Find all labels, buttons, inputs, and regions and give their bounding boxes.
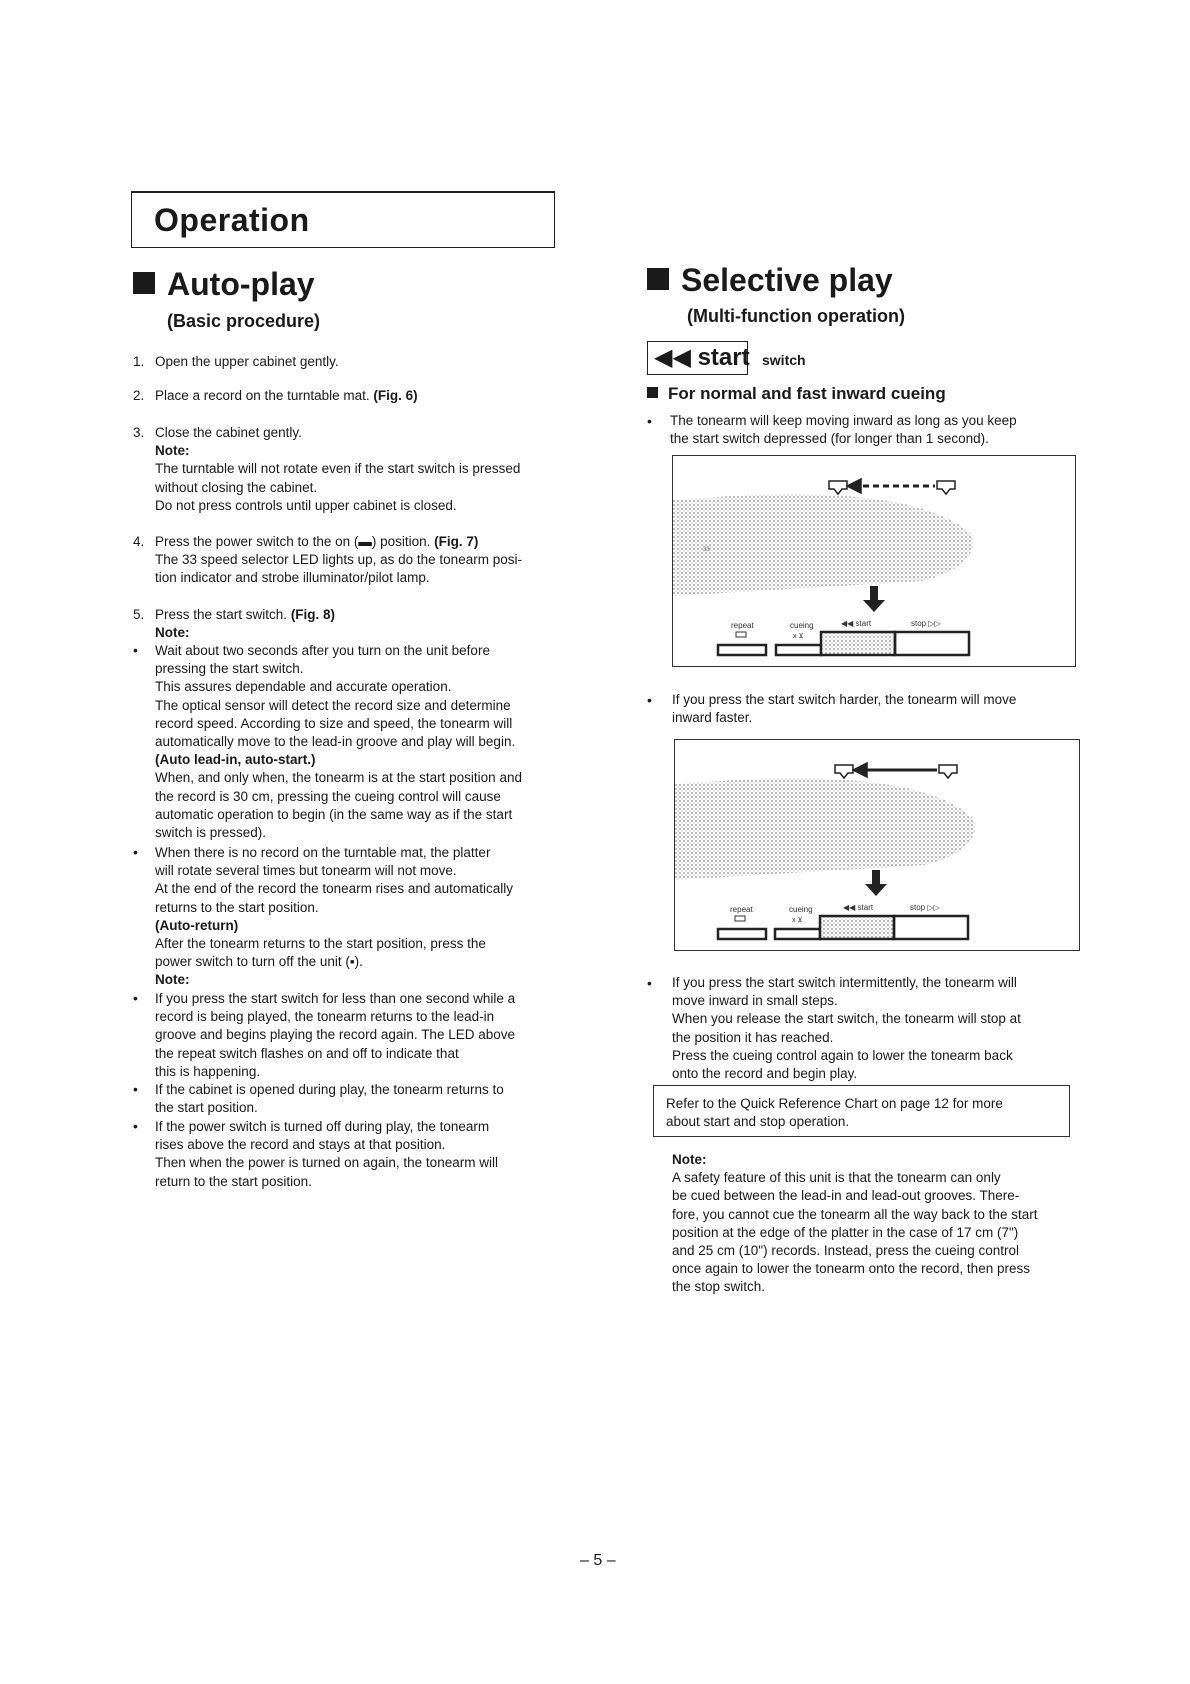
selective-play-subheading: (Multi-function operation): [687, 306, 905, 326]
bullet-dot-icon: •: [133, 1118, 138, 1134]
repeat-label: repeat: [730, 905, 753, 914]
step-number: 4.: [133, 534, 145, 549]
step-number: 2.: [133, 388, 145, 403]
cueing-paragraph: If you press the start switch intermittently, the tonearm will move inward in small steps. When you release the start switch, the tonearm will stop at the position it has reached. Press the cueing control again to lower the tonearm back onto the record and begin play.: [672, 975, 1021, 1082]
cueing-button-shape: [776, 645, 821, 655]
record-platter: [675, 778, 975, 880]
note-paragraph: If the cabinet is opened during play, the tonearm returns to the start position.: [155, 1082, 504, 1116]
svg-text:x ⊻: x ⊻: [792, 917, 803, 924]
stop-button-shape: [895, 632, 969, 655]
step-text: Open the upper cabinet gently.: [155, 354, 339, 369]
cueing-button-shape: [775, 929, 820, 939]
bullet-square-icon: [647, 387, 658, 398]
bullet-dot-icon: •: [647, 413, 652, 429]
page-number: – 5 –: [580, 1552, 616, 1569]
step-text: Place a record on the turntable mat. (Fig. 6): [155, 388, 418, 403]
start-switch-label: ◀◀ start: [654, 344, 750, 371]
stop-button-shape: [894, 916, 968, 939]
safety-note: Note: A safety feature of this unit is that the tonearm can only be cued between the lead-in and lead-out grooves. There- fore, you cannot cue the tonearm all the way back to the start position at the edge of the platter in the case of 17 cm (7") and 25 cm (10") records. Instead, press the cueing control once again to lower the tonearm onto the record, then press the stop switch.: [672, 1152, 1038, 1295]
step-number: 5.: [133, 607, 145, 622]
figure-ref: (Fig. 7): [434, 534, 479, 549]
step-text: Press the power switch to the on (▬) position. (Fig. 7) The 33 speed selector LED lights up, as do the tonearm posi- tion indicator and strobe illuminator/pilot lamp.: [155, 534, 522, 586]
svg-text:x ⊻: x ⊻: [793, 633, 804, 640]
bullet-dot-icon: •: [133, 990, 138, 1006]
section-title: Operation: [154, 202, 310, 238]
selective-play-heading: Selective play: [647, 262, 893, 299]
cueing-paragraph: If you press the start switch harder, the tonearm will move inward faster.: [672, 692, 1017, 726]
stop-label: stop ▷▷: [910, 903, 940, 912]
figure-ref: (Fig. 8): [290, 607, 336, 622]
start-label: ◀◀ start: [841, 619, 872, 628]
bullet-square-icon: [647, 268, 669, 290]
repeat-button-shape: [718, 929, 766, 939]
note-label: Note:: [672, 1152, 707, 1167]
start-button-pressed-shape: [821, 632, 895, 655]
start-label: ◀◀ start: [843, 903, 874, 912]
turntable-illustration: [675, 740, 1078, 949]
step-text: Press the start switch. (Fig. 8) Note:: [155, 607, 336, 641]
down-arrow-icon: [863, 586, 885, 612]
down-arrow-icon: [865, 870, 887, 896]
turntable-illustration: [673, 456, 1074, 665]
cueing-label: cueing: [790, 621, 814, 630]
step-number: 1.: [133, 354, 145, 369]
note-label: Note:: [155, 972, 190, 988]
note-paragraph: When there is no record on the turntable mat, the platter will rotate several times but tonearm will not move. At the end of the record the tonearm rises and automatically returns to the start position. (Auto-return) After the tonearm returns to the start position, press the power switch to turn off the unit (▪). Note:: [155, 845, 513, 988]
tonearm-arrow-dashed-icon: [829, 479, 955, 494]
auto-play-heading: Auto-play: [133, 266, 315, 303]
turntable-figure-normal-cueing: [672, 455, 1076, 667]
note-paragraph: Wait about two seconds after you turn on the unit before pressing the start switch. This assures dependable and accurate operation. The optical sensor will detect the record size and determine record speed. According to size and speed, the tonearm will automatically move to the lead-in groove and play will begin. (Auto lead-in, auto-start.) When, and only when, the tonearm is at the start position and the record is 30 cm, pressing the cueing control will cause automatic operation to begin (in the same way as if the start switch is pressed).: [155, 643, 522, 841]
bullet-square-icon: [133, 272, 155, 294]
cueing-heading: For normal and fast inward cueing: [647, 384, 946, 404]
figure-ref: (Fig. 6): [373, 388, 418, 403]
section-title-box: [131, 191, 555, 248]
switch-caption: switch: [762, 352, 806, 368]
start-switch-label-box: [647, 341, 748, 375]
note-paragraph: If the power switch is turned off during play, the tonearm rises above the record and stays at that position. Then when the power is turned on again, the tonearm will return to the start position.: [155, 1119, 498, 1189]
step-text: Close the cabinet gently. Note: The turntable will not rotate even if the start switch is pressed without closing the cabinet. Do not press controls until upper cabinet is closed.: [155, 425, 521, 513]
svg-text:33: 33: [703, 547, 710, 553]
bullet-dot-icon: •: [647, 692, 652, 708]
reference-box: Refer to the Quick Reference Chart on page 12 for more about start and stop operation.: [653, 1085, 1070, 1137]
cueing-label: cueing: [789, 905, 813, 914]
repeat-button-shape: [718, 645, 766, 655]
record-platter: [673, 494, 973, 596]
note-label: Note:: [155, 443, 190, 459]
start-button-pressed-shape: [820, 916, 894, 939]
bullet-dot-icon: •: [133, 642, 138, 658]
auto-play-subheading: (Basic procedure): [167, 311, 321, 331]
cueing-paragraph: The tonearm will keep moving inward as long as you keep the start switch depressed (for longer than 1 second).: [670, 413, 1017, 447]
turntable-figure-fast-cueing: [674, 739, 1080, 951]
stop-label: stop ▷▷: [911, 619, 941, 628]
note-label: Note:: [155, 625, 190, 641]
tonearm-arrow-solid-icon: [835, 763, 957, 778]
bullet-dot-icon: •: [133, 1081, 138, 1097]
bullet-dot-icon: •: [647, 975, 652, 991]
step-number: 3.: [133, 425, 145, 440]
bullet-dot-icon: •: [133, 844, 138, 860]
note-paragraph: If you press the start switch for less than one second while a record is being played, the tonearm returns to the lead-in groove and begins playing the record again. The LED above the repeat switch flashes on and off to indicate that this is happening.: [155, 991, 516, 1079]
repeat-led-icon: [736, 632, 746, 637]
repeat-label: repeat: [731, 621, 754, 630]
repeat-led-icon: [735, 916, 745, 921]
